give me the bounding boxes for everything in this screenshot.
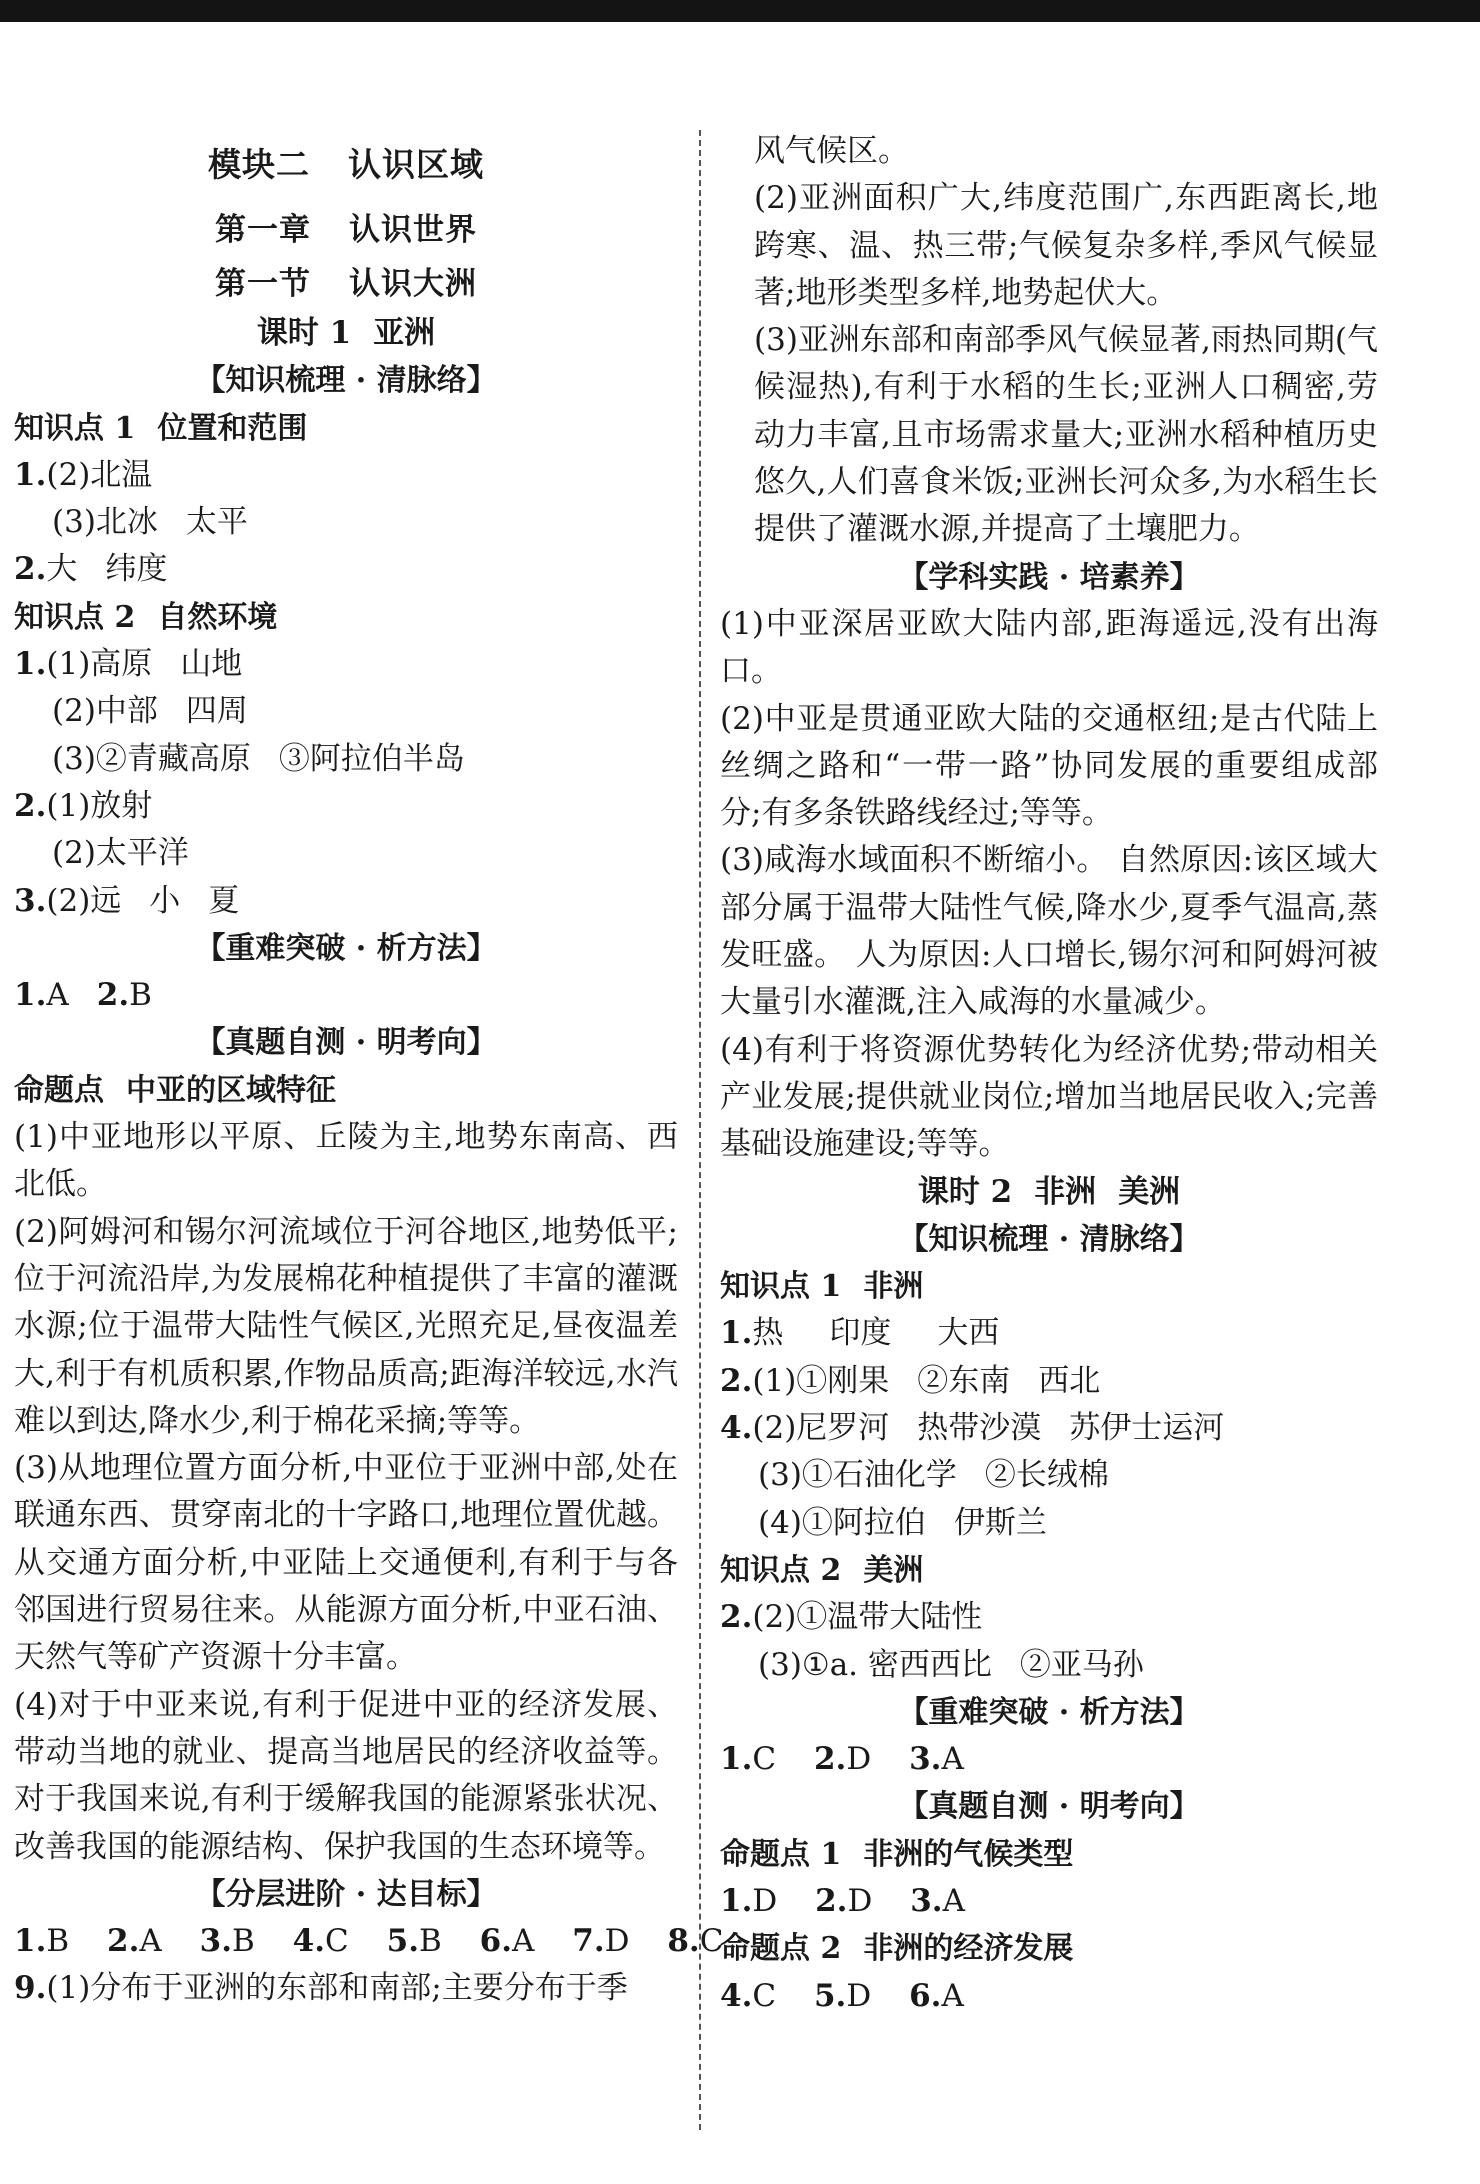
answer-line: (4)①阿拉伯 伊斯兰: [758, 1504, 1047, 1541]
knowledge-point-1: 知识点 1 位置和范围: [14, 410, 308, 446]
answer-row: 1.D 2.D 3.A: [720, 1882, 965, 1919]
paragraph: (3)亚洲东部和南部季风气候显著,雨热同期(气候湿热),有利于水稻的生长;亚洲人口稠密,劳动力丰富,且市场需求量大;亚洲水稻种植历史悠久,人们喜食米饭;亚洲长河众多,为水稻生长提供了灌溉水源,并提高了土壤肥力。: [754, 322, 1378, 548]
answer-line: (3)北冰 太平: [52, 504, 248, 541]
section-knowledge: 【知识梳理 · 清脉络】: [195, 363, 497, 399]
answer-line: 1.(1)高原 山地: [14, 646, 243, 683]
answer-line: 1.热 印度 大西: [720, 1315, 1000, 1352]
answer-line: 2.(1)放射: [14, 787, 153, 824]
right-column: [720, 128, 1378, 2020]
answer-line: (3)①a. 密西西比 ②亚马孙: [758, 1646, 1144, 1683]
answer-line: (3)②青藏高原 ③阿拉伯半岛: [52, 740, 465, 777]
proposition-point-1: 命题点 1 非洲的气候类型: [720, 1836, 1074, 1872]
answer-line: (2)中部 四周: [52, 693, 248, 730]
answer-line: (3)①石油化学 ②长绒棉: [758, 1457, 1109, 1494]
section-breakthrough-2: 【重难突破 · 析方法】: [898, 1694, 1200, 1730]
top-border-bar: [0, 0, 1480, 22]
chapter-heading: 第一章 认识世界: [215, 212, 477, 248]
answer-line: 1.A 2.B: [14, 977, 152, 1014]
knowledge-point-america: 知识点 2 美洲: [720, 1552, 924, 1588]
answer-line: (2)太平洋: [52, 835, 189, 872]
paragraph: (2)中亚是贯通亚欧大陆的交通枢纽;是古代陆上丝绸之路和“一带一路”协同发展的重要组成部分;有多条铁路线经过;等等。: [720, 700, 1378, 832]
answer-row: 1.C 2.D 3.A: [720, 1741, 964, 1778]
paragraph: (4)有利于将资源优势转化为经济优势;带动相关产业发展;提供就业岗位;增加当地居民收入;完善基础设施建设;等等。: [720, 1031, 1378, 1163]
column-divider: [699, 130, 701, 2130]
proposition-point-2: 命题点 2 非洲的经济发展: [720, 1931, 1074, 1967]
paragraph: (1)中亚深居亚欧大陆内部,距海遥远,没有出海口。: [720, 605, 1378, 690]
paragraph: (2)阿姆河和锡尔河流域位于河谷地区,地势低平;位于河流沿岸,为发展棉花种植提供了丰富的灌溉水源;位于温带大陆性气候区,光照充足,昼夜温差大,利于有机质积累,作物品质高;距海洋较远,水汽难以到达,降水少,利于棉花采摘;等等。: [14, 1213, 678, 1439]
paragraph: (4)对于中亚来说,有利于促进中亚的经济发展、带动当地的就业、提高当地居民的经济收益等。对于我国来说,有利于缓解我国的能源紧张状况、改善我国的能源结构、保护我国的生态环境等。: [14, 1686, 678, 1865]
left-column: [14, 128, 724, 2013]
paragraph: 风气候区。: [754, 133, 909, 169]
paragraph: (2)亚洲面积广大,纬度范围广,东西距离长,地跨寒、温、热三带;气候复杂多样,季风气候显著;地形类型多样,地势起伏大。: [754, 180, 1378, 311]
lesson-1-heading: 课时 1 亚洲: [256, 315, 436, 351]
lesson-2-heading: 课时 2 非洲 美洲: [917, 1173, 1181, 1210]
answer-row: 1.B 2.A 3.B 4.C 5.B 6.A 7.D 8.C: [14, 1923, 724, 1960]
answer-line: 2.(1)①刚果 ②东南 西北: [720, 1362, 1101, 1399]
paragraph: (3)从地理位置方面分析,中亚位于亚洲中部,处在联通东西、贯穿南北的十字路口,地理位置优越。从交通方面分析,中亚陆上交通便利,有利于与各邻国进行贸易往来。从能源方面分析,中亚石油、天然气等矿产资源十分丰富。: [14, 1450, 678, 1676]
answer-line: 2.大 纬度: [14, 551, 168, 588]
knowledge-point-africa: 知识点 1 非洲: [720, 1269, 924, 1305]
section-exam: 【真题自测 · 明考向】: [195, 1025, 497, 1061]
answer-line: 9.(1)分布于亚洲的东部和南部;主要分布于季: [14, 1970, 628, 2007]
answer-line: 2.(2)①温带大陆性: [720, 1599, 983, 1636]
section-levels: 【分层进阶 · 达目标】: [195, 1876, 497, 1912]
paragraph: (3)咸海水域面积不断缩小。 自然原因:该区域大部分属于温带大陆性气候,降水少,夏季气温高,蒸发旺盛。 人为原因:人口增长,锡尔河和阿姆河被大量引水灌溉,注入咸海的水量减少。: [720, 842, 1378, 1021]
answer-line: 3.(2)远 小 夏: [14, 882, 240, 919]
answer-row: 4.C 5.D 6.A: [720, 1977, 964, 2014]
answer-line: 4.(2)尼罗河 热带沙漠 苏伊士运河: [720, 1410, 1225, 1447]
proposition-point: 命题点 中亚的区域特征: [14, 1072, 336, 1108]
section-heading: 第一节 认识大洲: [215, 266, 477, 302]
section-knowledge-2: 【知识梳理 · 清脉络】: [898, 1221, 1200, 1257]
section-exam-2: 【真题自测 · 明考向】: [898, 1789, 1200, 1825]
answer-line: 1.(2)北温: [14, 456, 153, 493]
module-heading: 模块二 认识区域: [208, 145, 484, 184]
section-practice: 【学科实践 · 培素养】: [898, 559, 1200, 595]
paragraph: (1)中亚地形以平原、丘陵为主,地势东南高、西北低。: [14, 1119, 678, 1203]
knowledge-point-2: 知识点 2 自然环境: [14, 599, 278, 635]
section-breakthrough: 【重难突破 · 析方法】: [195, 930, 497, 966]
